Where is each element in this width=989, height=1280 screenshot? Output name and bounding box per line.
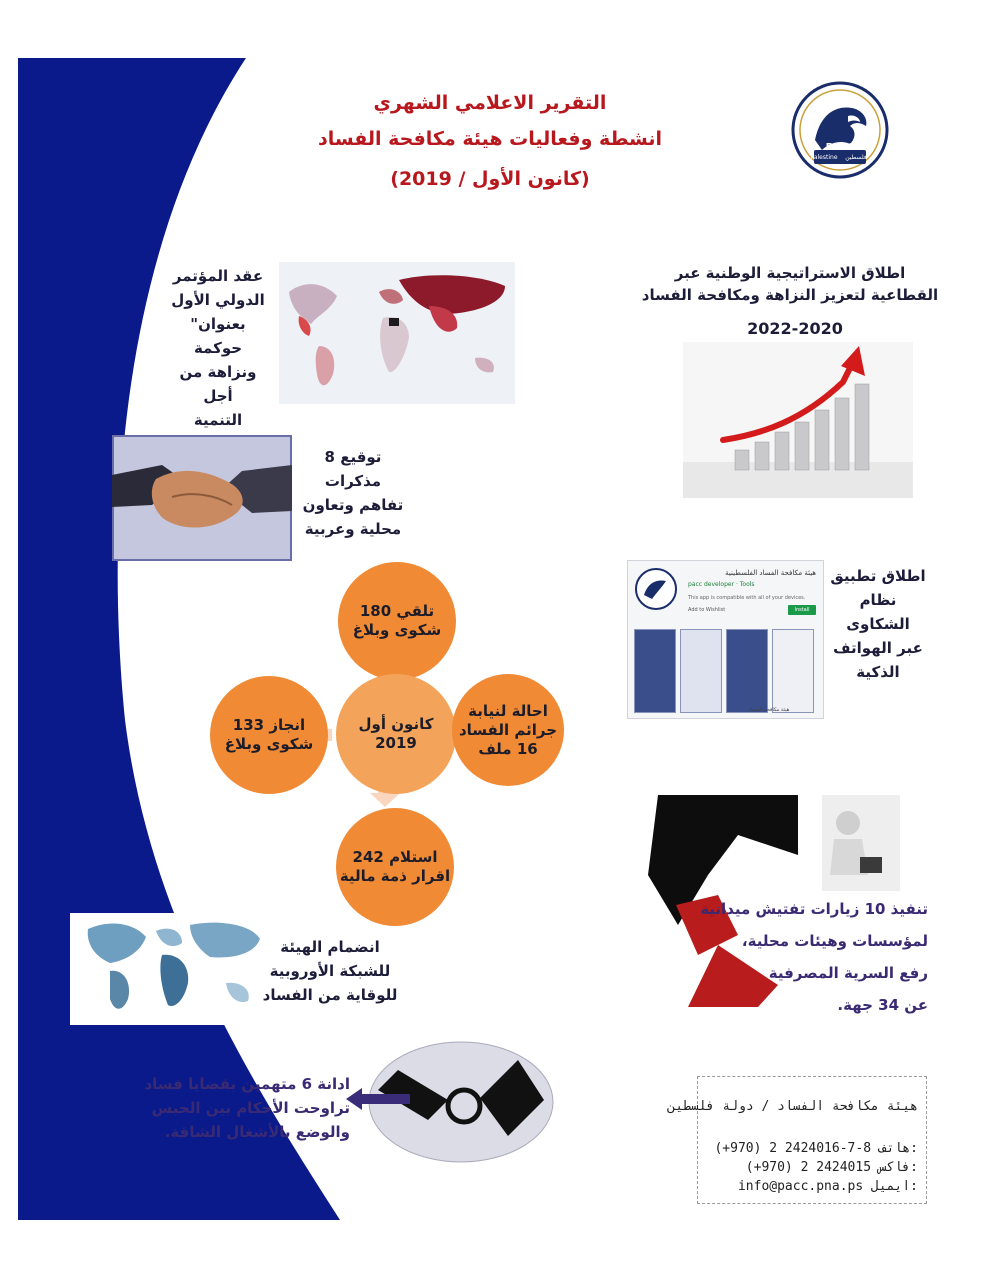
- contact-fax-label: فاكس:: [878, 1160, 918, 1175]
- memos-text: [298, 445, 408, 541]
- circle-declarations: استلام 242 اقرار ذمة مالية: [336, 808, 454, 926]
- handshake-image: [112, 435, 292, 561]
- inspections-text: [648, 893, 928, 1021]
- european-network-line-1: انضمام الهيئة: [280, 938, 380, 956]
- european-network-line-2: للشبكة الأوروبية: [269, 962, 391, 980]
- contact-fax: (+970) 2 2424015: [745, 1160, 872, 1175]
- app-screen-2: [680, 629, 722, 713]
- app-store-screenshot: [627, 560, 824, 719]
- logo-country-en: Palestine: [810, 154, 838, 161]
- strategy-line-1: اطلاق الاستراتيجية الوطنية عبر: [674, 264, 906, 282]
- contact-email-label: ايميل:: [871, 1179, 918, 1194]
- contact-email[interactable]: info@pacc.pna.ps: [737, 1179, 864, 1194]
- memos-line-1: توقيع 8 مذكرات: [324, 448, 382, 490]
- strategy-line-2: القطاعية لتعزيز النزاهة ومكافحة الفساد: [641, 286, 939, 304]
- strategy-years: 2022-2020: [747, 319, 843, 338]
- inspections-line-2: لمؤسسات وهيئات محلية،: [741, 932, 928, 950]
- conference-text: [168, 264, 268, 456]
- convictions-line-3: والوضع بالأشغال الشاقة.: [164, 1123, 350, 1141]
- app-launch-line-3: عبر الهواتف: [833, 639, 923, 657]
- report-title: التقرير الاعلامي الشهري: [373, 92, 607, 114]
- app-launch-line-1: اطلاق تطبيق: [830, 567, 926, 585]
- conference-line-3: بعنوان" حوكمة: [190, 315, 246, 357]
- european-network-line-3: للوقاية من الفساد: [262, 986, 398, 1004]
- eagle-logo-icon: [790, 80, 890, 180]
- inspections-line-1: تنفيذ 10 زيارات تفتيش ميدانية: [700, 900, 928, 918]
- app-header-title: هيئة مكافحة الفساد الفلسطينية: [725, 569, 816, 577]
- convictions-line-2: تراوحت الأحكام بين الحبس: [151, 1099, 350, 1117]
- strategy-text: [640, 262, 940, 306]
- convictions-text: [140, 1072, 350, 1144]
- contact-phone-row: [714, 1141, 918, 1156]
- circle-center-period: كانون أول 2019: [336, 674, 456, 794]
- memos-line-2: تفاهم وتعاون: [302, 496, 404, 514]
- app-screen-caption: هيئة مكافحة الفساد: [748, 707, 790, 713]
- logo-country-ar: فلسطين: [845, 154, 867, 161]
- world-map-image: [279, 262, 515, 404]
- app-screen-3: [726, 629, 768, 713]
- contact-fax-row: [746, 1160, 918, 1175]
- app-developer: pacc developer · Tools: [688, 581, 755, 588]
- pacc-logo: [790, 80, 890, 180]
- app-launch-line-2: نظام الشكاوى: [846, 591, 910, 633]
- circle-complaints-completed: انجاز 133 شكوى وبلاغ: [210, 676, 328, 794]
- contact-org: هيئة مكافحة الفساد / دولة فلسطين: [667, 1099, 918, 1114]
- report-subtitle: انشطة وفعاليات هيئة مكافحة الفساد: [317, 128, 663, 150]
- arrow-left-icon: [346, 1088, 410, 1110]
- conference-line-5: التنمية: [193, 411, 243, 429]
- inspections-line-4: عن 34 جهة.: [837, 996, 928, 1014]
- app-install-button[interactable]: Install: [788, 605, 816, 615]
- app-logo-icon: [634, 567, 678, 611]
- contact-box: [667, 1076, 927, 1204]
- report-period: (كانون الأول / 2019): [390, 168, 590, 190]
- inspections-line-3: رفع السرية المصرفية: [768, 964, 928, 982]
- european-network-text: [262, 935, 398, 1007]
- app-screen-1: [634, 629, 676, 713]
- app-launch-line-4: الذكية: [856, 663, 900, 681]
- memos-line-3: محلية وعربية: [304, 520, 402, 538]
- conference-line-2: الدولي الأول: [171, 291, 265, 309]
- logo-abbr: PACC: [825, 142, 855, 153]
- circle-complaints-received: تلقي 180 شكوى وبلاغ: [338, 562, 456, 680]
- growth-chart-image: [683, 342, 913, 498]
- conference-line-1: عقد المؤتمر: [172, 267, 264, 285]
- app-notice: This app is compatible with all of your devices.: [688, 595, 806, 601]
- puzzle-map-image: [70, 913, 268, 1025]
- convictions-line-1: ادانة 6 متهمين بقضايا فساد: [144, 1075, 350, 1093]
- conference-line-4: ونزاهة من أجل: [179, 363, 257, 405]
- contact-phone-label: هاتف:: [878, 1141, 918, 1156]
- app-launch-text: [828, 564, 928, 684]
- app-screen-4: [772, 629, 814, 713]
- circle-referrals: احالة لنيابة جرائم الفساد 16 ملف: [452, 674, 564, 786]
- contact-email-row: [738, 1179, 918, 1194]
- contact-phone: (+970) 2 2424016-7-8: [714, 1141, 872, 1156]
- app-wishlist-link[interactable]: Add to Wishlist: [688, 607, 726, 613]
